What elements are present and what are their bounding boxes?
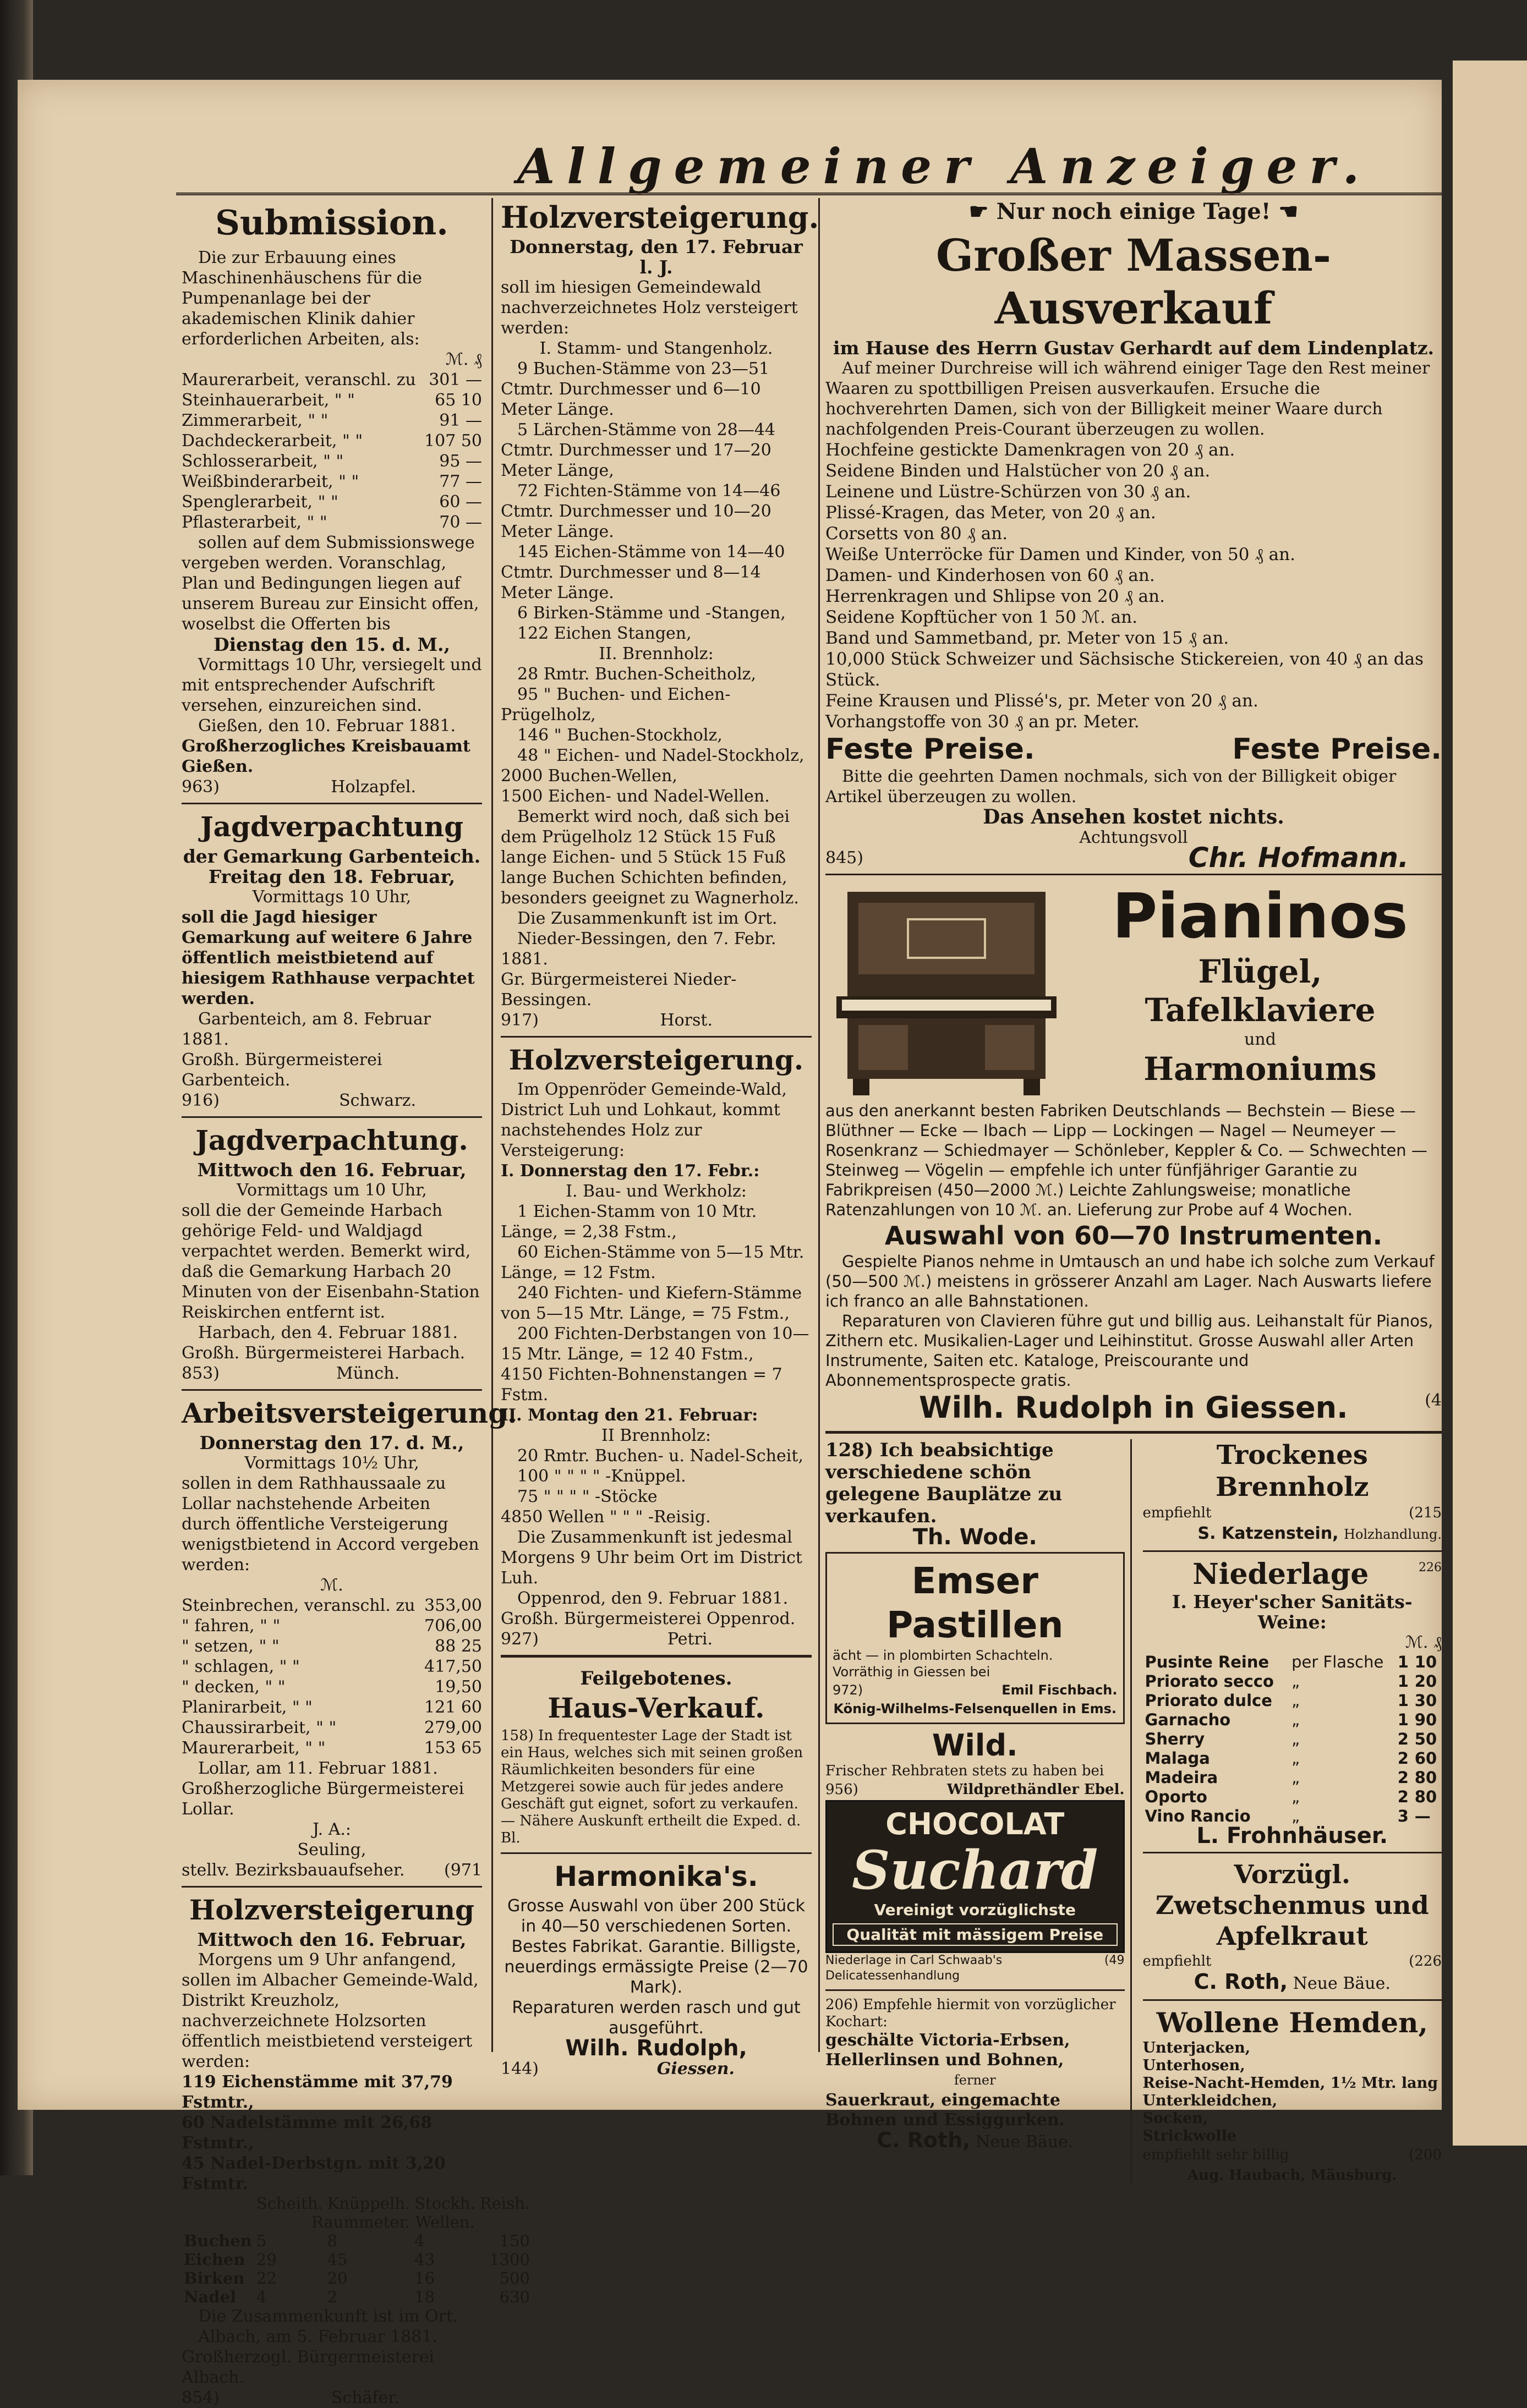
lower-right xyxy=(1143,1439,1442,2186)
erbsen-place: Neue Bäue. xyxy=(976,2132,1074,2152)
emser-name: Emil Fischbach. xyxy=(1001,1682,1118,1698)
separator xyxy=(182,1886,482,1888)
list-item: 4150 Fichten-Bohnenstangen = 7 Fstm. xyxy=(501,1365,782,1405)
ad-number: 144) xyxy=(501,2059,539,2078)
list-item: 4850 Wellen " " " -Reisig. xyxy=(501,1507,711,1527)
piano-illustration xyxy=(825,881,1068,1101)
list-item: 146 " Buchen-Stockholz, xyxy=(517,726,723,745)
pianos-body: aus den anerkannt besten Fabriken Deutschlands — Bechstein — Biese — Blüthner — Ecke — Ibach — Lipp — Lockingen — Nagel — Neumeyer — Rosenkranz — Schiedmayer — Schönleber, Keppler & Co. — Schwechten — Steinweg — Vögelin — empfehle ich unter fünfjähriger Garantie zu Fabrikpreisen (450—2000 ℳ.) Leichte Zahlungsweise; monatliche Ratenzahlungen von 10 ℳ. an. Lieferung zur Probe auf 4 Wochen. xyxy=(825,1101,1427,1219)
signatory: Schwarz. xyxy=(339,1091,416,1110)
wild-body: Frischer Rehbraten stets zu haben bei xyxy=(825,1763,1104,1779)
table-header: Raummeter. Wellen. xyxy=(311,2213,475,2231)
ausverkauf-body-2: Bitte die geehrten Damen nochmals, sich von der Billigkeit obiger Artikel überzeugen zu wollen. xyxy=(825,767,1397,807)
table-row: Buchen 5 8 4 150 xyxy=(184,2231,530,2250)
harm-body: Grosse Auswahl von über 200 Stück in 40—50 verschiedenen Sorten. Bestes Fabrikat. Garantie. Billigste, neuerdings ermässigte Preise (2—70 Mark). xyxy=(504,1896,808,1997)
pianos-sub: Flügel, Tafelklaviere xyxy=(1145,953,1376,1029)
holz1-body: soll im hiesigen Gemeindewald nachverzeichnetes Holz versteigert werden: xyxy=(501,278,798,338)
holz2-meet: Die Zusammenkunft ist jedesmal Morgens 9 Uhr beim Ort im District Luh. xyxy=(501,1528,802,1588)
list-item: Feine Krausen und Plissé's, pr. Meter von 20 ₰ an. xyxy=(825,691,1258,711)
arbeit-role: stellv. Bezirksbauaufseher. xyxy=(182,1861,405,1880)
list-item: Unterkleidchen, xyxy=(1142,2092,1278,2109)
list-item: Planirarbeit, " " 121 60 xyxy=(182,1698,482,1717)
ad-number: (215 xyxy=(1409,1505,1442,1521)
choc-l4: Qualität mit mässigem Preise xyxy=(833,1923,1118,1946)
ad-number: 206) xyxy=(825,1996,858,2013)
hemden-title: Wollene Hemden, xyxy=(1156,2006,1428,2039)
list-item: Steinhauerarbeit, " " 65 10 xyxy=(182,391,482,410)
holz-body: Morgens um 9 Uhr anfangend, sollen im Albacher Gemeinde-Wald, Distrikt Kreuzholz, nachverzeichnete Holzsorten öffentlich meistbietend versteigert werden: xyxy=(182,1950,479,2071)
list-item: " schlagen, " " 417,50 xyxy=(182,1657,482,1676)
emser-l1: ächt — in plombirten Schachteln. xyxy=(833,1648,1053,1663)
jagd1-date: Freitag den 18. Februar, xyxy=(208,866,456,887)
list-item: Chaussirarbeit, " " 279,00 xyxy=(182,1718,482,1737)
separator xyxy=(182,1389,482,1391)
emser-l3: König-Wilhelms-Felsenquellen in Ems. xyxy=(833,1701,1117,1716)
jagd2-place: Harbach, den 4. Februar 1881. xyxy=(198,1323,458,1342)
jagd1-sub: der Gemarkung Garbenteich. xyxy=(183,846,481,867)
wild-title: Wild. xyxy=(932,1728,1018,1763)
list-item: 75 " " " " -Stöcke xyxy=(517,1487,658,1506)
arbeit-place: Lollar, am 11. Februar 1881. xyxy=(198,1759,438,1778)
jagd1-authority: Großh. Bürgermeisterei Garbenteich. xyxy=(182,1050,382,1090)
erbsen-name: C. Roth, xyxy=(877,2128,971,2152)
table-row: Sherry „ 2 50 xyxy=(1145,1730,1437,1748)
hemden-name: Aug. Haubach, Mäusburg. xyxy=(1187,2167,1397,2184)
jagd2-date: Mittwoch den 16. Februar, xyxy=(197,1159,467,1181)
erbsen-l2: ferner xyxy=(954,2072,996,2088)
signatory: Petri. xyxy=(667,1630,713,1649)
jagd2-time: Vormittags um 10 Uhr, xyxy=(237,1181,427,1200)
list-item: 6 Birken-Stämme und -Stangen, xyxy=(517,604,786,623)
harm-city: Giessen. xyxy=(656,2059,735,2078)
holz1-date: Donnerstag, den 17. Februar l. J. xyxy=(510,236,803,278)
list-item: Unterhosen, xyxy=(1142,2057,1245,2074)
list-item: 60 Eichen-Stämme von 5—15 Mtr. Länge, = 12 Fstm. xyxy=(501,1243,804,1282)
list-item: 240 Fichten- und Kiefern-Stämme von 5—15 Mtr. Länge, = 75 Fstm., xyxy=(501,1283,802,1323)
zwetsch-name: C. Roth, xyxy=(1194,1970,1288,1994)
separator xyxy=(1143,1852,1442,1853)
table-row: Malaga „ 2 60 xyxy=(1145,1749,1437,1768)
pianos-choice: Auswahl von 60—70 Instrumenten. xyxy=(884,1221,1383,1250)
list-item: 122 Eichen Stangen, xyxy=(517,624,692,643)
choc-l1: CHOCOLAT xyxy=(885,1807,1065,1841)
list-item: Band und Sammetband, pr. Meter von 15 ₰ an. xyxy=(825,628,1229,648)
ad-number: 854) xyxy=(182,2388,220,2407)
list-item: " decken, " " 19,50 xyxy=(182,1677,482,1697)
currency-header: ℳ. ₰ xyxy=(445,350,482,369)
list-item: Pflasterarbeit, " " 70 — xyxy=(182,513,482,532)
brennholz-title: Trockenes Brennholz xyxy=(1215,1440,1369,1502)
jagd1-place: Garbenteich, am 8. Februar 1881. xyxy=(182,1010,431,1049)
table-row: Priorato dulce „ 1 30 xyxy=(1145,1691,1437,1710)
ad-number: (226 xyxy=(1409,1953,1442,1970)
jagd2-authority: Großh. Bürgermeisterei Harbach. xyxy=(182,1343,466,1363)
list-item: 20 Rmtr. Buchen- u. Nadel-Scheit, xyxy=(517,1446,803,1466)
ad-number: 927) xyxy=(501,1630,539,1649)
signatory: Holzapfel. xyxy=(331,777,416,797)
lower-ads xyxy=(825,1439,1442,2186)
wine-table xyxy=(1143,1653,1442,1826)
separator xyxy=(825,1431,1442,1434)
fixed-prices-left: Feste Preise. xyxy=(825,733,1035,766)
top-rule xyxy=(176,193,1442,195)
erbsen-l0: 206) Empfehle hiermit von vorzüglicher Kochart: xyxy=(825,1996,1116,2030)
brennholz-name: S. Katzenstein, xyxy=(1197,1524,1339,1543)
list-item: Spenglerarbeit, " " 60 — xyxy=(182,492,482,512)
list-item: Socken, xyxy=(1142,2110,1208,2127)
pianos-title: Pianinos xyxy=(1112,881,1408,952)
separator xyxy=(182,1116,482,1118)
piano-header xyxy=(825,881,1442,1101)
pianos-und: und xyxy=(1244,1030,1276,1049)
brennholz-rec: empfiehlt xyxy=(1142,1505,1212,1521)
ad-number: (200 xyxy=(1409,2147,1442,2163)
ausverkauf-name: Chr. Hofmann. xyxy=(1188,842,1409,874)
arbeit-list xyxy=(182,1595,482,1758)
signatory: Horst. xyxy=(660,1011,713,1030)
arbeit-body: sollen in dem Rathhaussaale zu Lollar nachstehende Arbeiten durch öffentliche Versteigerung wenigstbietend in Accord vergeben werden: xyxy=(182,1474,479,1575)
ad-number: 853) xyxy=(182,1364,220,1383)
list-item: Maurerarbeit, veranschl. zu 301 — xyxy=(182,370,482,390)
list-item: 10,000 Stück Schweizer und Sächsische Stickereien, von 40 ₰ an das Stück. xyxy=(825,649,1424,690)
list-item: Zimmerarbeit, " " 91 — xyxy=(182,411,482,430)
list-item: 45 Nadel-Derbstgn. mit 3,20 Fstmtr. xyxy=(182,2154,446,2193)
ausverkauf-sub: im Hause des Herrn Gustav Gerhardt auf dem Lindenplatz. xyxy=(833,337,1435,359)
column-rule-2 xyxy=(818,198,820,2052)
ad-number: 917) xyxy=(501,1011,539,1030)
list-item: Seidene Binden und Halstücher von 20 ₰ an. xyxy=(825,461,1211,481)
jagd1-body: soll die Jagd hiesiger Gemarkung auf weitere 6 Jahre öffentlich meistbietend auf hiesigem Rathhause verpachtet werden. xyxy=(182,908,475,1008)
arbeit-ia: J. A.: xyxy=(312,1820,352,1839)
table-row: Oporto „ 2 80 xyxy=(1145,1787,1437,1806)
ad-number: 963) xyxy=(182,777,220,797)
ad-number: 158) xyxy=(501,1727,534,1744)
jagd2-body: soll die der Gemeinde Harbach gehörige Feld- und Waldjagd verpachtet werden. Bemerkt wird, daß die Gemarkung Harbach 20 Minuten von der Eisenbahn-Station Reiskirchen entfernt ist. xyxy=(182,1201,480,1322)
arbeit-time: Vormittags 10½ Uhr, xyxy=(244,1453,419,1473)
list-item: Weißbinderarbeit, " " 77 — xyxy=(182,472,482,491)
list-item: " fahren, " " 706,00 xyxy=(182,1616,482,1636)
pianos-body-2: Gespielte Pianos nehme in Umtausch an und habe ich solche zum Verkauf (50—500 ℳ.) meistens in grösserer Anzahl am Lager. Nach Auswarts liefere ich franco an alle Bahnstationen. xyxy=(825,1252,1435,1310)
list-item: 72 Fichten-Stämme von 14—46 Ctmtr. Durchmesser und 10—20 Meter Länge. xyxy=(501,481,781,541)
signatory: Schäfer. xyxy=(331,2388,399,2407)
list-item: Leinene und Lüstre-Schürzen von 30 ₰ an. xyxy=(825,482,1191,502)
erbsen-l3: Sauerkraut, eingemachte Bohnen und Essiggurken. xyxy=(825,2091,1065,2130)
haus-kicker: Feilgebotenes. xyxy=(580,1668,732,1690)
list-item: Steinbrechen, veranschl. zu 353,00 xyxy=(182,1596,482,1615)
choc-foot: Niederlage in Carl Schwaab's Delicatessenhandlung xyxy=(825,1954,1003,1983)
holz2-title: Holzversteigerung. xyxy=(508,1044,804,1076)
arbeit-date: Donnerstag den 17. d. M., xyxy=(199,1432,464,1453)
separator xyxy=(825,1989,1125,1991)
ad-number: 956) xyxy=(825,1781,858,1798)
submission-place: Gießen, den 10. Februar 1881. xyxy=(198,716,456,736)
ad-number: 916) xyxy=(182,1091,220,1110)
emser-l2: Vorräthig in Giessen bei xyxy=(833,1664,990,1680)
ausverkauf-kicker: ☛ Nur noch einige Tage! ☚ xyxy=(968,199,1299,224)
list-item: 48 " Eichen- und Nadel-Stockholz, xyxy=(517,746,804,765)
holz-date: Mittwoch den 16. Februar, xyxy=(197,1929,467,1950)
pianos-body-3: Reparaturen von Clavieren führe gut und billig aus. Leihanstalt für Pianos, Zithern etc. Musikalien-Lager und Leihinstitut. Grosse Auswahl aller Arten Instrumente, Saiten etc. Kataloge, Preiscourante und Abonnementsprospecte gratis. xyxy=(825,1312,1433,1390)
holz2-authority: Großh. Bürgermeisterei Oppenrod. xyxy=(501,1609,796,1628)
separator xyxy=(1143,1550,1442,1552)
list-item: Corsetts von 80 ₰ an. xyxy=(825,524,1008,544)
holz2-date-1: I. Donnerstag den 17. Febr.: xyxy=(501,1161,760,1181)
emser-title: Emser Pastillen xyxy=(886,1560,1064,1646)
ad-number: 972) xyxy=(833,1682,863,1698)
list-item: 9 Buchen-Stämme von 23—51 Ctmtr. Durchmesser und 6—10 Meter Länge. xyxy=(501,359,770,419)
list-item: 28 Rmtr. Buchen-Scheitholz, xyxy=(517,665,757,684)
holz-title: Holzversteigerung xyxy=(189,1894,475,1926)
list-item: " setzen, " " 88 25 xyxy=(182,1637,482,1656)
erbsen-l1: geschälte Victoria-Erbsen, Hellerlinsen und Bohnen, xyxy=(825,2031,1070,2070)
hemden-rec: empfiehlt sehr billig xyxy=(1142,2147,1289,2163)
ad-number: (971 xyxy=(444,1861,482,1880)
ad-number: 128) xyxy=(825,1439,874,1461)
weine-name: L. Frohnhäuser. xyxy=(1196,1823,1388,1848)
harm-body-2: Reparaturen werden rasch und gut ausgeführt. xyxy=(512,1998,801,2038)
pianos-name: Wilh. Rudolph in Giessen. xyxy=(919,1390,1348,1425)
currency-header: ℳ. xyxy=(320,1576,343,1595)
holz1-body-2: Bemerkt wird noch, daß sich bei dem Prügelholz 12 Stück 15 Fuß lange Eichen- und 5 Stück 15 Fuß lange Buchen Schichten befinden, besonders geeignet zu Wagnerholz. xyxy=(501,807,799,908)
jagd2-title: Jagdverpachtung. xyxy=(195,1124,468,1156)
holz2-sec1: I. Bau- und Werkholz: xyxy=(566,1182,747,1201)
holz1-authority: Gr. Bürgermeisterei Nieder-Bessingen. xyxy=(501,970,737,1010)
list-item: Reise-Nacht-Hemden, 1½ Mtr. lang xyxy=(1142,2075,1438,2092)
weine-title: Niederlage xyxy=(1192,1557,1369,1591)
submission-body: sollen auf dem Submissionswege vergeben werden. Voranschlag, Plan und Bedingungen liegen auf unserem Bureau zur Einsicht offen, woselbst die Offerten bis xyxy=(182,533,479,634)
weine-sub: I. Heyer'scher Sanitäts-Weine: xyxy=(1172,1591,1413,1633)
list-item: 95 " Buchen- und Eichen-Prügelholz, xyxy=(501,685,731,725)
separator xyxy=(501,1036,812,1038)
submission-body-2: Vormittags 10 Uhr, versiegelt und mit entsprechender Aufschrift versehen, einzureichen sind. xyxy=(182,655,482,715)
arbeit-authority: Großherzogliche Bürgermeisterei Lollar. xyxy=(182,1779,464,1819)
holz1-sec1: I. Stamm- und Stangenholz. xyxy=(539,339,773,358)
holz1-sec2: II. Brennholz: xyxy=(599,644,714,663)
choc-l2: Suchard xyxy=(852,1839,1098,1901)
holz2-body: Im Oppenröder Gemeinde-Wald, District Luh und Lohkaut, kommt nachstehendes Holz zur Versteigerung: xyxy=(501,1080,787,1160)
holz-table xyxy=(182,2194,532,2306)
choc-l3: Vereinigt vorzüglichste xyxy=(874,1901,1076,1919)
holz1-title: Holzversteigerung. xyxy=(501,200,819,235)
list-item: Hochfeine gestickte Damenkragen von 20 ₰ an. xyxy=(825,440,1235,460)
table-row: Nadel 4 2 18 630 xyxy=(184,2288,530,2306)
table-row: Vino Rancio „ 3 — xyxy=(1145,1807,1431,1825)
separator xyxy=(182,803,482,804)
brennholz-place: Holzhandlung. xyxy=(1344,1527,1442,1542)
separator xyxy=(501,1655,812,1658)
column-rule-1 xyxy=(491,198,493,2052)
list-item: Dachdeckerarbeit, " " 107 50 xyxy=(182,431,482,451)
submission-list xyxy=(182,370,482,533)
holz-meet: Die Zusammenkunft ist im Ort. xyxy=(198,2307,458,2326)
bau-body: 128) Ich beabsichtige verschiedene schön gelegene Bauplätze zu verkaufen. xyxy=(825,1439,1063,1527)
holz2-place: Oppenrod, den 9. Februar 1881. xyxy=(517,1589,789,1608)
list-item: Weiße Unterröcke für Damen und Kinder, von 50 ₰ an. xyxy=(825,545,1295,564)
lower-left xyxy=(825,1439,1132,2186)
separator xyxy=(501,1852,812,1854)
holz2-sec2: II Brennholz: xyxy=(601,1426,711,1445)
weine-side: 226 xyxy=(1418,1561,1442,1575)
zwetsch-rec: empfiehlt xyxy=(1142,1953,1212,1970)
ausverkauf-body: Auf meiner Durchreise will ich während einiger Tage den Rest meiner Waaren zu spottbilligen Preisen ausverkaufen. Ersuche die hochverehrten Damen, sich von der Billigkeit meiner Waare durch nachfolgenden Preis-Courant überzeugen zu wollen. xyxy=(825,359,1430,439)
list-item: 5 Lärchen-Stämme von 28—44 Ctmtr. Durchmesser und 17—20 Meter Länge, xyxy=(501,420,775,480)
list-item: Seidene Kopftücher von 1 50 ℳ. an. xyxy=(825,607,1137,627)
jagd1-title: Jagdverpachtung xyxy=(200,810,464,843)
jagd1-time: Vormittags 10 Uhr, xyxy=(252,887,412,907)
currency-header: ℳ. ₰ xyxy=(1405,1633,1442,1652)
haus-body: 158) In frequentester Lage der Stadt ist ein Haus, welches sich mit seinen großen Räumlichkeiten besonders für eine Metzgerei sowie auch für jedes andere Geschäft gut eignet, sofort zu verkaufen. — Nähere Auskunft ertheilt die Exped. d. Bl. xyxy=(501,1727,803,1846)
zwetsch-title: Vorzügl. Zwetschenmus und Apfelkraut xyxy=(1155,1860,1429,1951)
chocolat-ad xyxy=(825,1800,1125,1953)
holz1-place: Nieder-Bessingen, den 7. Febr. 1881. xyxy=(501,929,776,969)
ad-number: (4 xyxy=(1425,1391,1442,1410)
ad-number: (49 xyxy=(1104,1954,1125,1967)
ausverkauf-resp: Achtungsvoll xyxy=(1079,828,1188,847)
bau-name: Th. Wode. xyxy=(912,1524,1037,1550)
zwetsch-place: Neue Bäue. xyxy=(1293,1974,1391,1993)
list-item: 60 Nadelstämme mit 26,68 Fstmtr., xyxy=(182,2113,433,2153)
separator xyxy=(825,874,1442,875)
list-item: 119 Eichenstämme mit 37,79 Fstmtr., xyxy=(182,2072,453,2112)
list-item: Damen- und Kinderhosen von 60 ₰ an. xyxy=(825,566,1155,585)
submission-intro: Die zur Erbauung eines Maschinenhäuschens für die Pumpenanlage bei der akademischen Klinik dahier erforderlichen Arbeiten, als: xyxy=(182,248,423,349)
masthead: Allgemeiner Anzeiger. xyxy=(517,138,1372,195)
list-item: Vorhangstoffe von 30 ₰ an pr. Meter. xyxy=(825,712,1140,732)
table-row: Priorato secco „ 1 20 xyxy=(1145,1672,1437,1691)
list-item: 100 " " " " -Knüppel. xyxy=(517,1467,686,1486)
ausverkauf-free: Das Ansehen kostet nichts. xyxy=(983,805,1284,829)
haus-title: Haus-Verkauf. xyxy=(548,1692,765,1724)
table-header: Scheith. Knüppelh. Stockh. Reish. xyxy=(256,2194,530,2213)
emser-box xyxy=(825,1552,1125,1724)
list-item: Unterjacken, xyxy=(1142,2039,1251,2056)
column-2 xyxy=(501,198,819,2079)
table-row: Garnacho „ 1 90 xyxy=(1145,1710,1437,1729)
list-item: Strickwolle xyxy=(1142,2127,1237,2144)
list-item: 2000 Buchen-Wellen, xyxy=(501,766,677,786)
holz-place: Albach, am 5. Februar 1881. xyxy=(198,2327,438,2346)
holz-authority: Großherzogl. Bürgermeisterei Albach. xyxy=(182,2347,435,2387)
next-page-edge xyxy=(1453,61,1527,2146)
list-item: 1 Eichen-Stamm von 10 Mtr. Länge, = 2,38 Fstm., xyxy=(501,1202,757,1242)
wild-name: Wildprethändler Ebel. xyxy=(946,1781,1125,1798)
ausverkauf-title: Großer Massen-Ausverkauf xyxy=(935,229,1332,334)
list-item: Plissé-Kragen, das Meter, von 20 ₰ an. xyxy=(825,503,1156,523)
column-3 xyxy=(825,198,1442,2186)
fixed-prices-right: Feste Preise. xyxy=(1232,733,1442,766)
table-row: Eichen 29 45 43 1300 xyxy=(184,2250,530,2269)
list-item: Schlosserarbeit, " " 95 — xyxy=(182,452,482,471)
holz1-meet: Die Zusammenkunft ist im Ort. xyxy=(517,909,778,928)
separator xyxy=(1143,1999,1442,2001)
table-row: Madeira „ 2 80 xyxy=(1145,1768,1437,1787)
list-item: 145 Eichen-Stämme von 14—40 Ctmtr. Durchmesser und 8—14 Meter Länge. xyxy=(501,542,785,602)
arbeit-title: Arbeitsversteigerung. xyxy=(182,1397,517,1429)
submission-date: Dienstag den 15. d. M., xyxy=(214,634,450,655)
harm-title: Harmonika's. xyxy=(554,1861,758,1893)
table-row: Birken 22 20 16 500 xyxy=(184,2269,530,2288)
signatory: Seuling, xyxy=(297,1840,366,1860)
signatory: Münch. xyxy=(336,1364,399,1383)
pianos-sub-2: Harmoniums xyxy=(1143,1050,1377,1088)
submission-title: Submission. xyxy=(215,202,448,243)
ausverkauf-list xyxy=(825,440,1442,732)
list-item: 200 Fichten-Derbstangen von 10—15 Mtr. Länge, = 12 40 Fstm., xyxy=(501,1324,809,1364)
list-item: Maurerarbeit, " " 153 65 xyxy=(182,1738,482,1758)
list-item: Herrenkragen und Shlipse von 20 ₰ an. xyxy=(825,586,1165,606)
list-item: 1500 Eichen- und Nadel-Wellen. xyxy=(501,787,770,806)
table-row: Pusinte Reine per Flasche 1 10 xyxy=(1145,1653,1437,1671)
holz2-date-2: II. Montag den 21. Februar: xyxy=(501,1406,758,1425)
ad-number: 845) xyxy=(825,848,863,868)
submission-authority: Großherzogliches Kreisbauamt Gießen. xyxy=(182,737,470,776)
harm-name: Wilh. Rudolph, xyxy=(565,2036,747,2061)
